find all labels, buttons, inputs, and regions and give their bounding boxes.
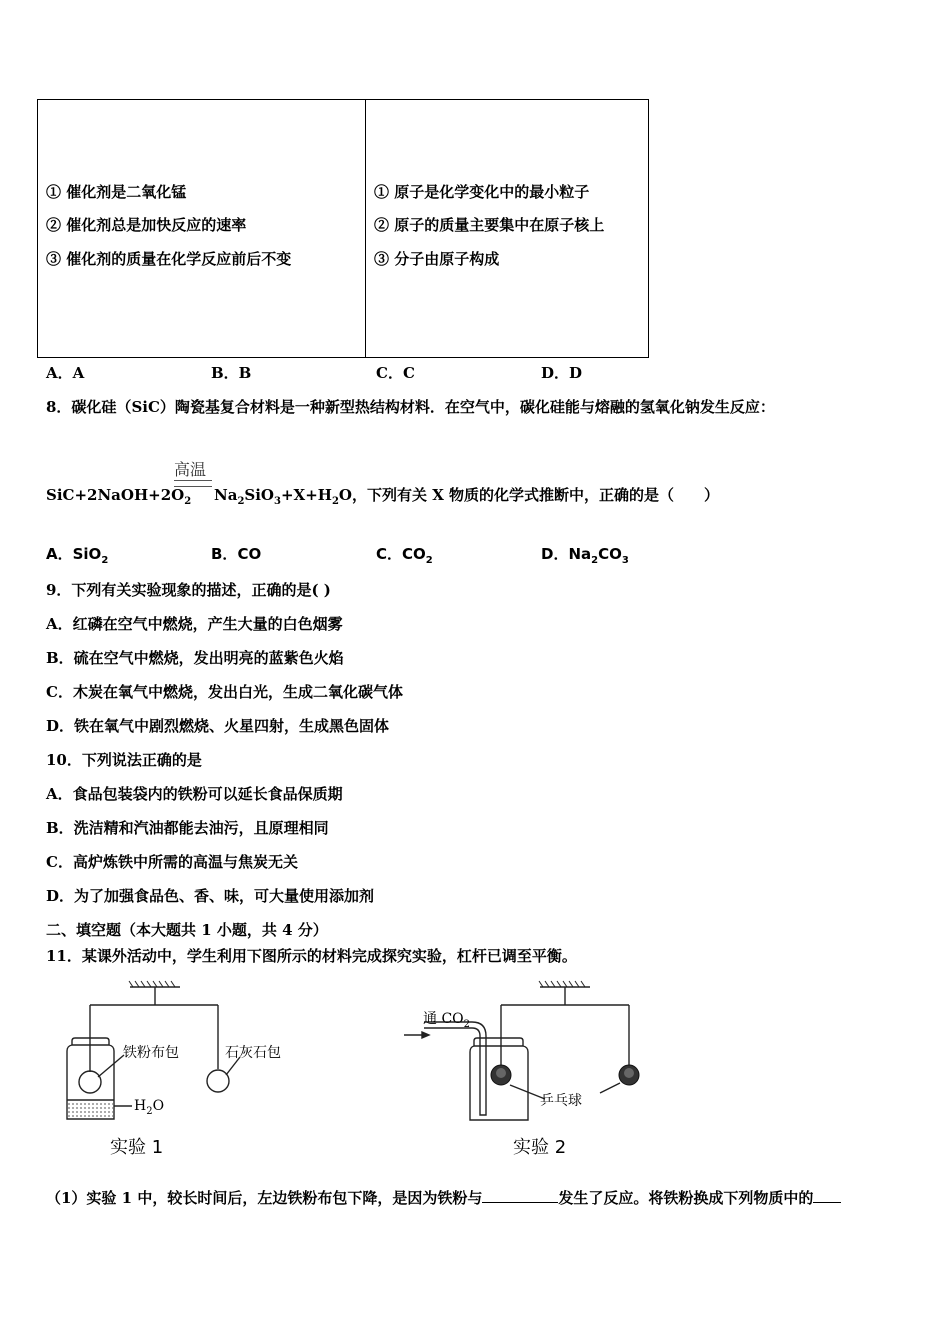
- q11-sub1-part-b: 发生了反应。将铁粉换成下列物质中的: [558, 1189, 814, 1207]
- q7-option-b: B．B: [211, 364, 252, 382]
- q11-stem: 11．某课外活动中，学生利用下图所示的材料完成探究实验，杠杆已调至平衡。: [46, 947, 577, 965]
- label-ping-pong: 乒乓球: [540, 1093, 582, 1109]
- products-sio: SiO: [244, 486, 275, 504]
- label-co2: 通 $CO_2$: [423, 1011, 471, 1030]
- q10-option-d: D．为了加强食品色、香、味，可大量使用添加剂: [46, 887, 375, 905]
- q8-condition: 高温: [174, 460, 207, 479]
- q8-equation: [46, 486, 192, 507]
- caption-experiment-1: 实验 1: [110, 1137, 164, 1158]
- q11-sub1-part-a: （1）实验 1 中，较长时间后，左边铁粉布包下降，是因为铁粉与: [46, 1189, 483, 1207]
- q8-option-a: A．SiO$_2$: [46, 545, 109, 566]
- experiment-2-diagram: [404, 981, 629, 1120]
- products-h-sub: 2: [331, 496, 339, 507]
- q9-option-d: D．铁在氧气中剧烈燃烧、火星四射，生成黑色固体: [46, 717, 390, 735]
- q10-option-a: A．食品包装袋内的铁粉可以延长食品保质期: [46, 785, 343, 803]
- label-water: $H_2O$: [134, 1098, 165, 1117]
- products-sio-sub: 3: [274, 496, 281, 507]
- table-left-1: ① 催化剂是二氧化锰: [46, 183, 187, 201]
- reactants-sub: 2: [184, 496, 192, 507]
- table-left-2: ② 催化剂总是加快反应的速率: [46, 216, 247, 234]
- q8-tail: O，下列有关 X 物质的化学式推断中，正确的是（ ）: [338, 486, 720, 504]
- table-right-3: ③ 分子由原子构成: [374, 250, 500, 268]
- q9-option-c: C．木炭在氧气中燃烧，发出白光，生成二氧化碳气体: [46, 683, 403, 701]
- label-iron-bag: 铁粉布包: [123, 1045, 179, 1061]
- q8-option-d: D．$Na_2CO_3$: [541, 545, 629, 566]
- label-limestone-bag: 石灰石包: [225, 1045, 281, 1061]
- q8-option-b: B．CO: [211, 545, 262, 563]
- q8-stem: 8．碳化硅（SiC）陶瓷基复合材料是一种新型热结构材料．在空气中，碳化硅能与熔融的氢氧化钠发生反应：: [46, 398, 775, 416]
- products-rest: +X+H: [280, 486, 332, 504]
- q10-option-b: B．洗洁精和汽油都能去油污，且原理相同: [46, 819, 329, 837]
- q8-products: [214, 486, 720, 507]
- caption-experiment-2: 实验 2: [513, 1137, 567, 1158]
- reactants: SiC+2NaOH+2O: [46, 486, 185, 504]
- q7-option-d: D．D: [541, 364, 583, 382]
- table-right-1: ① 原子是化学变化中的最小粒子: [374, 183, 590, 201]
- answer-blank-2[interactable]: [813, 1188, 841, 1203]
- q9-option-b: B．硫在空气中燃烧，发出明亮的蓝紫色火焰: [46, 649, 344, 667]
- q11-sub1: [46, 1188, 841, 1207]
- q9-stem: 9．下列有关实验现象的描述，正确的是( ): [46, 581, 331, 599]
- table-divider: [365, 100, 366, 357]
- answer-blank-1[interactable]: [482, 1188, 558, 1203]
- q8-option-c: C．$CO_2$: [376, 545, 433, 566]
- q7-option-c: C．C: [376, 364, 415, 382]
- q7-option-a: A．A: [46, 364, 85, 382]
- q10-stem: 10．下列说法正确的是: [46, 751, 202, 769]
- products-na: Na: [214, 486, 238, 504]
- products-na-sub: 2: [237, 496, 245, 507]
- q10-option-c: C．高炉炼铁中所需的高温与焦炭无关: [46, 853, 298, 871]
- table-right-2: ② 原子的质量主要集中在原子核上: [374, 216, 605, 234]
- q9-option-a: A．红磷在空气中燃烧，产生大量的白色烟雾: [46, 615, 343, 633]
- section-title: 二、填空题（本大题共 1 小题，共 4 分）: [46, 921, 328, 939]
- table-left-3: ③ 催化剂的质量在化学反应前后不变: [46, 250, 292, 268]
